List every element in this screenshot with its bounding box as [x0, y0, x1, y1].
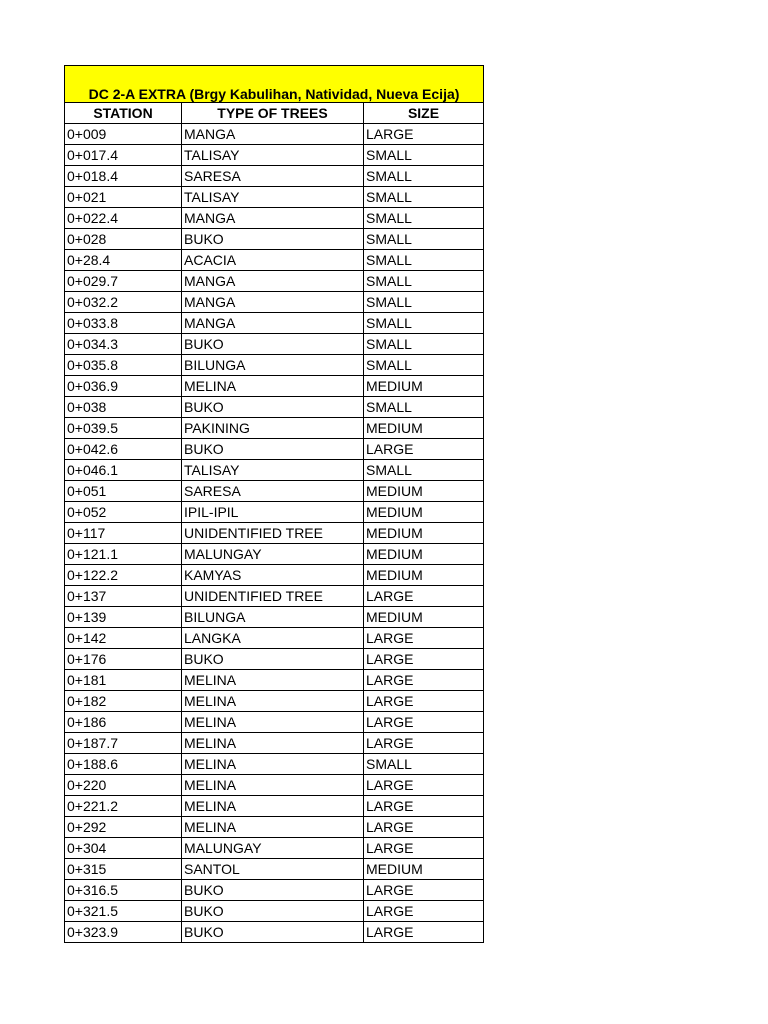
station-cell: 0+137 — [65, 586, 182, 607]
size-cell: LARGE — [364, 439, 484, 460]
table-row — [65, 313, 484, 334]
size-cell: SMALL — [364, 145, 484, 166]
tree-type-cell: IPIL-IPIL — [182, 502, 364, 523]
tree-type-cell: MELINA — [182, 796, 364, 817]
tree-type-cell: MELINA — [182, 376, 364, 397]
size-cell: SMALL — [364, 334, 484, 355]
size-cell: SMALL — [364, 187, 484, 208]
size-cell: MEDIUM — [364, 544, 484, 565]
table-row — [65, 418, 484, 439]
tree-type-cell: UNIDENTIFIED TREE — [182, 523, 364, 544]
table-row — [65, 628, 484, 649]
tree-type-cell: BILUNGA — [182, 355, 364, 376]
table-row — [65, 901, 484, 922]
tree-type-cell: BUKO — [182, 334, 364, 355]
table-row — [65, 397, 484, 418]
station-cell: 0+033.8 — [65, 313, 182, 334]
station-cell: 0+321.5 — [65, 901, 182, 922]
tree-type-cell: BUKO — [182, 922, 364, 943]
tree-inventory-table — [64, 65, 484, 943]
station-cell: 0+28.4 — [65, 250, 182, 271]
size-cell: SMALL — [364, 292, 484, 313]
table-row — [65, 292, 484, 313]
station-cell: 0+032.2 — [65, 292, 182, 313]
station-cell: 0+039.5 — [65, 418, 182, 439]
table-row — [65, 166, 484, 187]
station-cell: 0+028 — [65, 229, 182, 250]
size-cell: LARGE — [364, 838, 484, 859]
tree-type-cell: MANGA — [182, 208, 364, 229]
size-cell: LARGE — [364, 586, 484, 607]
table-row — [65, 523, 484, 544]
title-row — [65, 66, 484, 103]
tree-type-cell: MELINA — [182, 754, 364, 775]
size-cell: MEDIUM — [364, 859, 484, 880]
table-row — [65, 439, 484, 460]
tree-type-cell: UNIDENTIFIED TREE — [182, 586, 364, 607]
station-cell: 0+042.6 — [65, 439, 182, 460]
header-size: SIZE — [364, 103, 484, 124]
station-cell: 0+038 — [65, 397, 182, 418]
station-cell: 0+022.4 — [65, 208, 182, 229]
station-cell: 0+117 — [65, 523, 182, 544]
table-row — [65, 271, 484, 292]
header-station: STATION — [65, 103, 182, 124]
tree-type-cell: BUKO — [182, 649, 364, 670]
table-row — [65, 670, 484, 691]
station-cell: 0+051 — [65, 481, 182, 502]
table-row — [65, 145, 484, 166]
table-row — [65, 565, 484, 586]
station-cell: 0+182 — [65, 691, 182, 712]
size-cell: LARGE — [364, 796, 484, 817]
table-row — [65, 586, 484, 607]
table-row — [65, 334, 484, 355]
station-cell: 0+021 — [65, 187, 182, 208]
table-title: DC 2-A EXTRA (Brgy Kabulihan, Natividad, Nueva Ecija) — [65, 66, 484, 103]
table-row — [65, 544, 484, 565]
size-cell: MEDIUM — [364, 565, 484, 586]
size-cell: MEDIUM — [364, 418, 484, 439]
station-cell: 0+018.4 — [65, 166, 182, 187]
station-cell: 0+292 — [65, 817, 182, 838]
table-body — [65, 124, 484, 943]
station-cell: 0+323.9 — [65, 922, 182, 943]
size-cell: LARGE — [364, 628, 484, 649]
station-cell: 0+046.1 — [65, 460, 182, 481]
tree-type-cell: TALISAY — [182, 187, 364, 208]
size-cell: LARGE — [364, 733, 484, 754]
size-cell: LARGE — [364, 670, 484, 691]
tree-type-cell: MANGA — [182, 292, 364, 313]
table-row — [65, 481, 484, 502]
table-row — [65, 355, 484, 376]
table-row — [65, 859, 484, 880]
size-cell: SMALL — [364, 166, 484, 187]
size-cell: MEDIUM — [364, 523, 484, 544]
size-cell: LARGE — [364, 817, 484, 838]
table-row — [65, 712, 484, 733]
tree-type-cell: ACACIA — [182, 250, 364, 271]
table-row — [65, 691, 484, 712]
table-row — [65, 376, 484, 397]
table-row — [65, 502, 484, 523]
size-cell: MEDIUM — [364, 502, 484, 523]
station-cell: 0+035.8 — [65, 355, 182, 376]
tree-type-cell: KAMYAS — [182, 565, 364, 586]
size-cell: SMALL — [364, 313, 484, 334]
tree-type-cell: SARESA — [182, 481, 364, 502]
tree-type-cell: BILUNGA — [182, 607, 364, 628]
station-cell: 0+052 — [65, 502, 182, 523]
size-cell: SMALL — [364, 397, 484, 418]
station-cell: 0+181 — [65, 670, 182, 691]
tree-type-cell: MELINA — [182, 691, 364, 712]
table-row — [65, 460, 484, 481]
tree-type-cell: BUKO — [182, 901, 364, 922]
size-cell: SMALL — [364, 250, 484, 271]
table-row — [65, 187, 484, 208]
station-cell: 0+121.1 — [65, 544, 182, 565]
station-cell: 0+122.2 — [65, 565, 182, 586]
size-cell: LARGE — [364, 880, 484, 901]
size-cell: MEDIUM — [364, 607, 484, 628]
tree-type-cell: MELINA — [182, 670, 364, 691]
station-cell: 0+036.9 — [65, 376, 182, 397]
table-row — [65, 754, 484, 775]
size-cell: LARGE — [364, 775, 484, 796]
tree-type-cell: MELINA — [182, 817, 364, 838]
station-cell: 0+188.6 — [65, 754, 182, 775]
station-cell: 0+304 — [65, 838, 182, 859]
table-row — [65, 775, 484, 796]
tree-type-cell: SARESA — [182, 166, 364, 187]
size-cell: SMALL — [364, 208, 484, 229]
tree-type-cell: SANTOL — [182, 859, 364, 880]
tree-type-cell: LANGKA — [182, 628, 364, 649]
size-cell: LARGE — [364, 124, 484, 145]
station-cell: 0+139 — [65, 607, 182, 628]
station-cell: 0+176 — [65, 649, 182, 670]
table-row — [65, 838, 484, 859]
tree-type-cell: BUKO — [182, 229, 364, 250]
table-row — [65, 649, 484, 670]
size-cell: MEDIUM — [364, 376, 484, 397]
table-row — [65, 817, 484, 838]
size-cell: MEDIUM — [364, 481, 484, 502]
table-row — [65, 250, 484, 271]
tree-type-cell: BUKO — [182, 397, 364, 418]
table-row — [65, 880, 484, 901]
size-cell: SMALL — [364, 460, 484, 481]
station-cell: 0+017.4 — [65, 145, 182, 166]
station-cell: 0+186 — [65, 712, 182, 733]
station-cell: 0+187.7 — [65, 733, 182, 754]
tree-type-cell: TALISAY — [182, 460, 364, 481]
station-cell: 0+220 — [65, 775, 182, 796]
tree-type-cell: MELINA — [182, 775, 364, 796]
size-cell: LARGE — [364, 922, 484, 943]
tree-type-cell: MELINA — [182, 712, 364, 733]
size-cell: LARGE — [364, 712, 484, 733]
tree-type-cell: MANGA — [182, 124, 364, 145]
table-row — [65, 796, 484, 817]
size-cell: SMALL — [364, 271, 484, 292]
station-cell: 0+142 — [65, 628, 182, 649]
table-row — [65, 922, 484, 943]
tree-type-cell: MALUNGAY — [182, 544, 364, 565]
table-row — [65, 229, 484, 250]
table-row — [65, 607, 484, 628]
header-row — [65, 103, 484, 124]
station-cell: 0+029.7 — [65, 271, 182, 292]
size-cell: LARGE — [364, 901, 484, 922]
tree-type-cell: MELINA — [182, 733, 364, 754]
table-row — [65, 733, 484, 754]
tree-type-cell: BUKO — [182, 439, 364, 460]
station-cell: 0+034.3 — [65, 334, 182, 355]
header-type-of-trees: TYPE OF TREES — [182, 103, 364, 124]
tree-type-cell: PAKINING — [182, 418, 364, 439]
size-cell: LARGE — [364, 691, 484, 712]
tree-type-cell: MALUNGAY — [182, 838, 364, 859]
size-cell: SMALL — [364, 754, 484, 775]
size-cell: LARGE — [364, 649, 484, 670]
tree-type-cell: MANGA — [182, 271, 364, 292]
size-cell: SMALL — [364, 229, 484, 250]
station-cell: 0+009 — [65, 124, 182, 145]
station-cell: 0+221.2 — [65, 796, 182, 817]
station-cell: 0+316.5 — [65, 880, 182, 901]
tree-type-cell: TALISAY — [182, 145, 364, 166]
tree-type-cell: BUKO — [182, 880, 364, 901]
size-cell: SMALL — [364, 355, 484, 376]
tree-type-cell: MANGA — [182, 313, 364, 334]
station-cell: 0+315 — [65, 859, 182, 880]
table-row — [65, 124, 484, 145]
table-row — [65, 208, 484, 229]
